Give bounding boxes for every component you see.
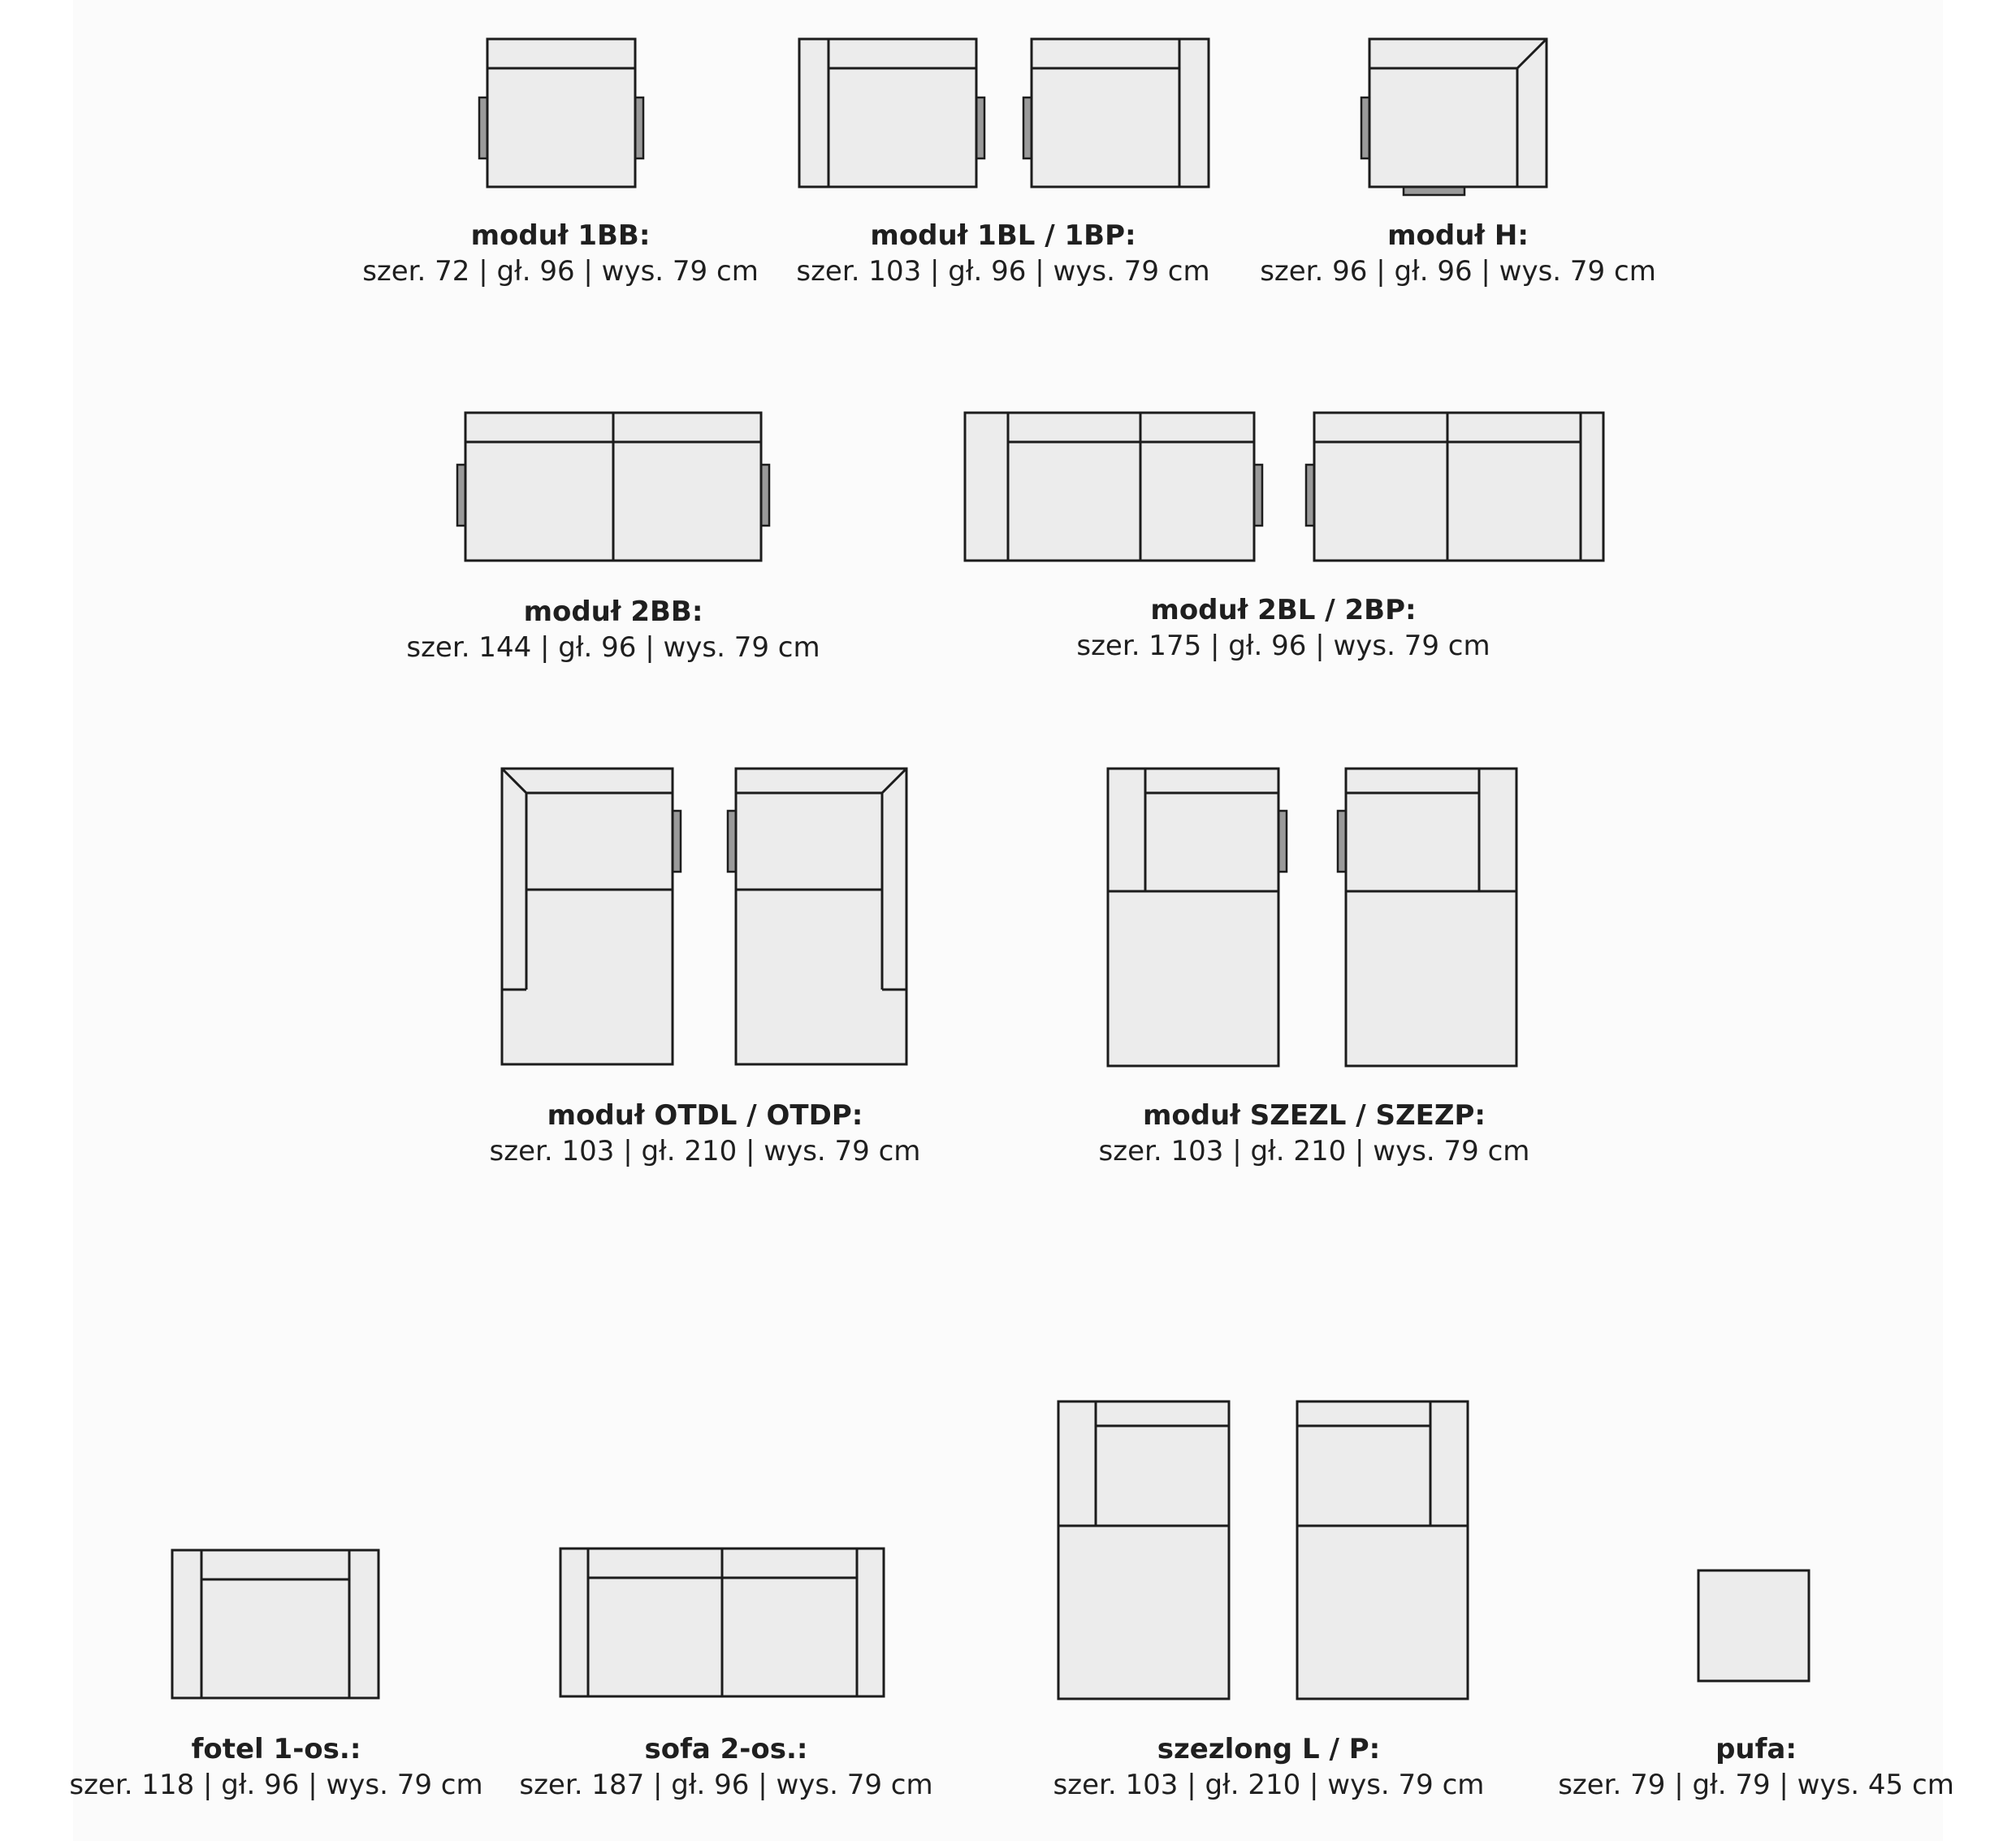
module-title: moduł 2BL / 2BP:	[1150, 594, 1417, 626]
product-label-two-seat-sofa	[482, 1731, 970, 1803]
module-dimensions: szer. 144 | gł. 96 | wys. 79 cm	[406, 631, 820, 664]
module-dimensions: szer. 103 | gł. 210 | wys. 79 cm	[1098, 1135, 1530, 1167]
module-label-h	[1214, 218, 1702, 289]
armless-two-seat-module-icon	[457, 413, 769, 561]
product-title: fotel 1-os.:	[191, 1733, 361, 1765]
corner-module-icon	[1361, 39, 1547, 195]
one-arm-two-seat-module-icon	[965, 413, 1603, 561]
module-dimensions: szer. 175 | gł. 96 | wys. 79 cm	[1076, 630, 1490, 662]
module-label-2bl-2bp	[1040, 592, 1527, 664]
product-label-armchair	[32, 1731, 520, 1803]
chaise-module-icon	[1108, 769, 1516, 1066]
armchair-icon	[172, 1550, 379, 1698]
product-title: pufa:	[1715, 1733, 1797, 1765]
module-dimensions: szer. 103 | gł. 210 | wys. 79 cm	[489, 1135, 921, 1167]
product-title: sofa 2-os.:	[644, 1733, 808, 1765]
module-title: moduł OTDL / OTDP:	[547, 1099, 863, 1132]
module-title: moduł 2BB:	[523, 596, 703, 628]
product-label-chaise-longue	[1025, 1731, 1512, 1803]
module-title: moduł 1BL / 1BP:	[870, 219, 1136, 252]
two-seat-sofa-icon	[560, 1549, 884, 1696]
chaise-longue-icon	[1058, 1401, 1468, 1699]
product-dimensions: szer. 118 | gł. 96 | wys. 79 cm	[69, 1769, 483, 1801]
product-dimensions: szer. 79 | gł. 79 | wys. 45 cm	[1558, 1769, 1954, 1801]
module-title: moduł 1BB:	[470, 219, 651, 252]
armless-chair-module-icon	[479, 39, 643, 187]
one-arm-chair-module-icon	[799, 39, 1209, 187]
pouf-icon	[1698, 1570, 1809, 1681]
module-label-1bb	[317, 218, 804, 289]
module-label-szezl-szezp	[1071, 1098, 1558, 1169]
module-label-otdl-otdp	[461, 1098, 949, 1169]
product-label-pouf	[1512, 1731, 2000, 1803]
product-dimensions: szer. 187 | gł. 96 | wys. 79 cm	[519, 1769, 933, 1801]
module-dimensions: szer. 103 | gł. 96 | wys. 79 cm	[796, 255, 1210, 288]
module-label-1bl-1bp	[759, 218, 1247, 289]
module-dimensions: szer. 96 | gł. 96 | wys. 79 cm	[1260, 255, 1656, 288]
module-title: moduł H:	[1387, 219, 1529, 252]
module-dimensions: szer. 72 | gł. 96 | wys. 79 cm	[362, 255, 759, 288]
module-title: moduł SZEZL / SZEZP:	[1142, 1099, 1486, 1132]
product-dimensions: szer. 103 | gł. 210 | wys. 79 cm	[1053, 1769, 1485, 1801]
module-label-2bb	[370, 594, 857, 665]
open-end-chaise-module-icon	[502, 769, 906, 1064]
product-title: szezlong L / P:	[1157, 1733, 1381, 1765]
